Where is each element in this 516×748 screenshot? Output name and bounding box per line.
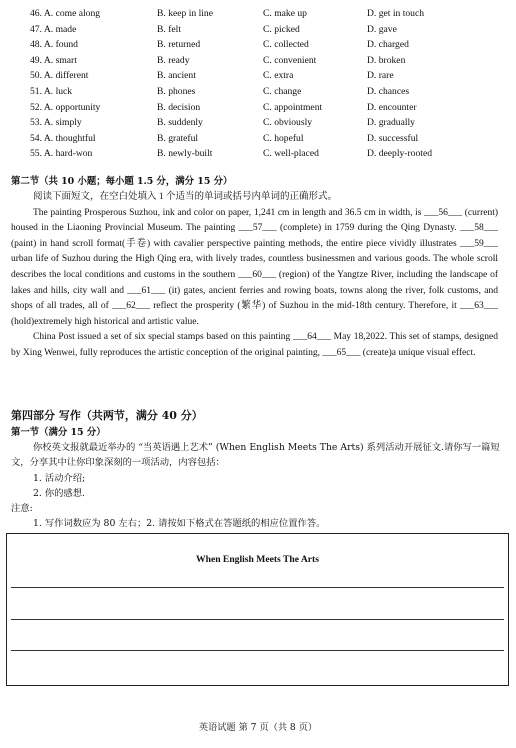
option-b: B. grateful	[157, 132, 199, 144]
option-c: C. well-placed	[263, 148, 319, 160]
option-c: C. collected	[263, 39, 309, 51]
note-label: 注意:	[11, 503, 33, 514]
section2-body	[11, 190, 498, 362]
option-row	[0, 115, 516, 131]
option-c: C. appointment	[263, 101, 323, 113]
option-b: B. newly-built	[157, 148, 213, 160]
part4-subsection: 第一节（满分 15 分）	[11, 427, 106, 438]
option-d: D. successful	[367, 132, 419, 144]
option-a: 55. A. hard-won	[30, 148, 93, 160]
option-d: D. broken	[367, 54, 406, 66]
section2-instruction: 阅读下面短文，在空白处填入 1 个适当的单词或括号内单词的正确形式。	[33, 192, 338, 202]
option-b: B. phones	[157, 86, 196, 97]
option-d: D. get in touch	[367, 8, 425, 19]
option-row	[0, 100, 516, 116]
option-row	[0, 6, 516, 22]
page-footer: 英语试题 第 7 页（共 8 页）	[198, 722, 318, 733]
option-row	[0, 53, 516, 69]
option-c: C. extra	[263, 70, 294, 82]
option-a: 51. A. luck	[30, 86, 73, 97]
option-d: D. gradually	[367, 117, 415, 129]
answer-line	[11, 650, 504, 651]
option-b: B. keep in line	[157, 8, 213, 19]
option-a: 48. A. found	[30, 39, 78, 51]
option-a: 52. A. opportunity	[30, 101, 101, 113]
option-row	[0, 146, 516, 162]
option-c: C. hopeful	[263, 132, 304, 144]
answer-line	[11, 619, 504, 620]
passage-paragraph-1: The painting Prosperous Suzhou, ink and color on paper, 1,241 cm in length and 36.5 cm in width, is ___56___ (current) housed in the Liaoning Provincial Museum. The painting ___57___ (complete) in 1759 during the Qing Dynasty. ___58___ (paint) in hand scroll format(手卷) with cavalier perspective painting methods, the entire piece vividly illustrates ___59___ urban life of Suzhou during the High Qing era, with lively trades, countless businessmen and various goods. The whole scroll describes the local conditions and customs in the southern ___60___ (region) of the Yangtze River, including the landscape of lakes and hills, city wall and ___61___ (it) gates, ancient ferries and rowing boats, towns along the river, folk customs, and shops of all trades, all of ___62___ reflect the prosperity (繁华) of Suzhou in the mid-18th century. Therefore, it ___63___ (hold)extremely high historical and artistic value.	[11, 207, 498, 327]
option-b: B. ancient	[157, 70, 196, 82]
option-row	[0, 37, 516, 53]
answer-line	[11, 587, 504, 588]
answer-box-title: When English Meets The Arts	[196, 554, 319, 565]
option-row	[0, 131, 516, 147]
option-b: B. ready	[157, 54, 190, 66]
option-d: D. encounter	[367, 101, 417, 113]
option-a: 47. A. made	[30, 23, 77, 35]
task-point-2: 2. 你的感想.	[33, 488, 85, 499]
option-a: 49. A. smart	[30, 54, 77, 66]
option-c: C. convenient	[263, 54, 317, 66]
option-c: C. obviously	[263, 117, 313, 129]
section2-heading: 第二节（共 10 小题；每小题 1.5 分，满分 15 分）	[11, 176, 233, 187]
option-row	[0, 68, 516, 84]
option-a: 53. A. simply	[30, 117, 82, 129]
option-a: 46. A. come along	[30, 8, 101, 19]
option-c: C. change	[263, 86, 302, 97]
passage-paragraph-2: China Post issued a set of six special stamps based on this painting ___64___ May 18,2022. This set of stamps, designed by Xing Wenwei, fully reproduces the artistic conception of the original painting, ___65___ (create)a unique visual effect.	[11, 332, 498, 358]
option-b: B. suddenly	[157, 117, 203, 129]
task-point-1: 1. 活动介绍;	[33, 473, 86, 484]
option-a: 50. A. different	[30, 70, 89, 82]
option-row	[0, 22, 516, 38]
option-b: B. felt	[157, 23, 181, 35]
option-d: D. deeply-rooted	[367, 148, 433, 160]
writing-note: 1. 写作词数应为 80 左右；2. 请按如下格式在答题纸的相应位置作答。	[33, 518, 326, 529]
option-c: C. picked	[263, 23, 300, 35]
option-row	[0, 84, 516, 100]
writing-task: 你校英文报就最近举办的 “当英语遇上艺术” (When English Meets The Arts) 系列活动开展征文.请你写一篇短文，分享其中让你印象深刻的一项活动，内容包括：	[11, 442, 500, 468]
option-b: B. decision	[157, 101, 201, 113]
option-a: 54. A. thoughtful	[30, 132, 96, 144]
option-b: B. returned	[157, 39, 201, 51]
option-d: D. chances	[367, 86, 410, 97]
part4-title: 第四部分 写作（共两节，满分 40 分）	[11, 409, 203, 422]
option-d: D. gave	[367, 23, 397, 35]
option-c: C. make up	[263, 8, 307, 19]
option-d: D. charged	[367, 39, 409, 51]
option-d: D. rare	[367, 70, 394, 82]
answer-box	[6, 533, 509, 686]
